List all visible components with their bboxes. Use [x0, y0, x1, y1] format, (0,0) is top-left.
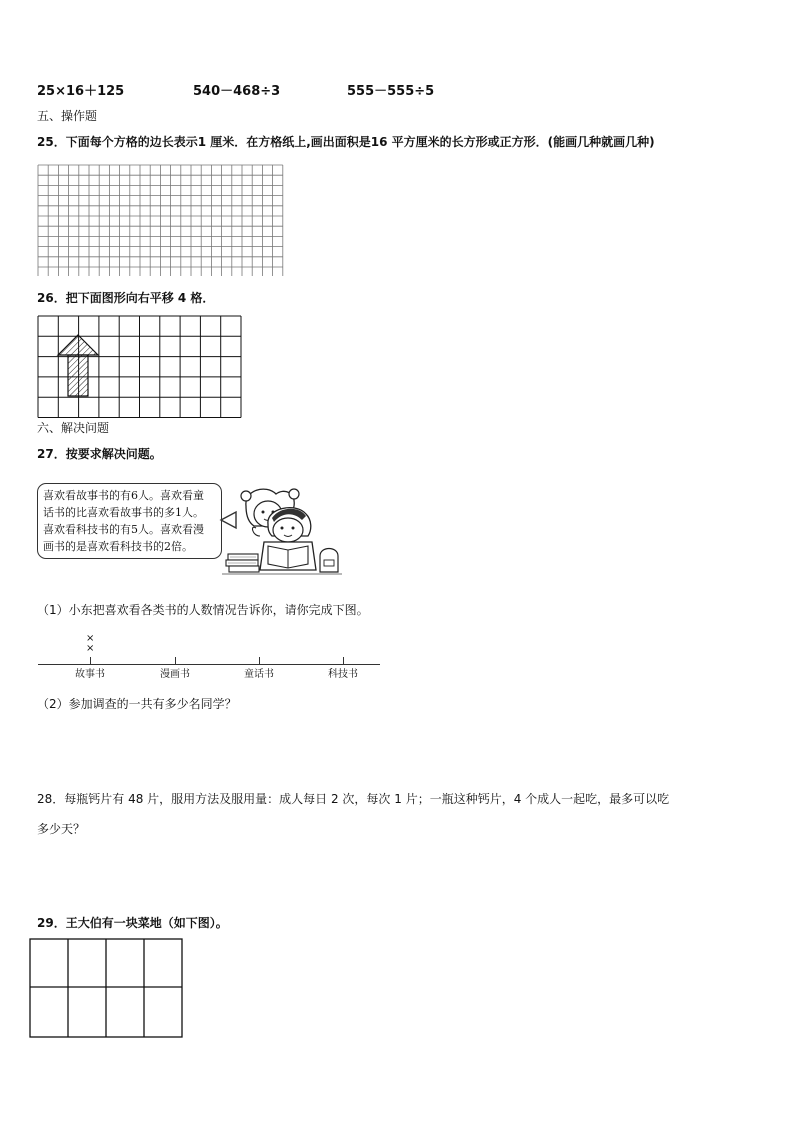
tally-mark-story-2: × [86, 643, 95, 654]
chart-baseline [38, 664, 380, 665]
bubble-line-2: 话书的比喜欢看故事书的多1人。 [43, 506, 204, 519]
book-preference-tally-chart[interactable] [38, 630, 380, 686]
bubble-line-3: 喜欢看科技书的有5人。喜欢看漫 [43, 523, 204, 536]
category-label-fairy: 童话书 [244, 669, 274, 680]
section-title-problems: 六、解决问题 [37, 421, 110, 435]
calc-expression-2: 540－468÷3 [193, 84, 281, 99]
tick-fairy [259, 657, 260, 664]
speech-bubble [37, 483, 222, 559]
category-label-science: 科技书 [328, 669, 358, 680]
question-25-text: 25．下面每个方格的边长表示1 厘米．在方格纸上,画出面积是16 平方厘米的长方形或正方形．(能画几种就画几种) [37, 135, 655, 149]
tick-story [90, 657, 91, 664]
calc-expression-1: 25×16＋125 [37, 84, 125, 99]
section-title-operations: 五、操作题 [37, 109, 98, 123]
tally-mark-story-1: × [86, 633, 95, 644]
children-reading-illustration [216, 484, 346, 580]
tick-comic [175, 657, 176, 664]
vegetable-field-diagram[interactable] [29, 938, 184, 1039]
question-29-text: 29．王大伯有一块菜地（如下图）。 [37, 916, 228, 930]
question-27-sub-2: （2）参加调查的一共有多少名同学？ [37, 697, 237, 711]
question-28-line-2: 多少天？ [37, 822, 86, 836]
category-label-comic: 漫画书 [160, 669, 190, 680]
question-28-line-1: 28．每瓶钙片有 48 片，服用方法及服用量：成人每日 2 次，每次 1 片；一瓶这种钙片，4 个成人一起吃，最多可以吃 [37, 792, 670, 806]
grid-paper-q25[interactable] [37, 164, 287, 276]
bubble-line-1: 喜欢看故事书的有6人。喜欢看童 [43, 489, 204, 502]
category-label-story: 故事书 [75, 669, 105, 680]
grid-translate-q26[interactable] [37, 315, 243, 419]
calc-expression-3: 555－555÷5 [347, 84, 435, 99]
question-27-text: 27．按要求解决问题。 [37, 447, 162, 461]
question-27-sub-1: （1）小东把喜欢看各类书的人数情况告诉你，请你完成下图。 [37, 603, 369, 617]
arrow-shape [58, 335, 98, 396]
tick-science [343, 657, 344, 664]
question-26-text: 26．把下面图形向右平移 4 格． [37, 291, 215, 305]
bubble-line-4: 画书的是喜欢看科技书的2倍。 [43, 540, 193, 553]
